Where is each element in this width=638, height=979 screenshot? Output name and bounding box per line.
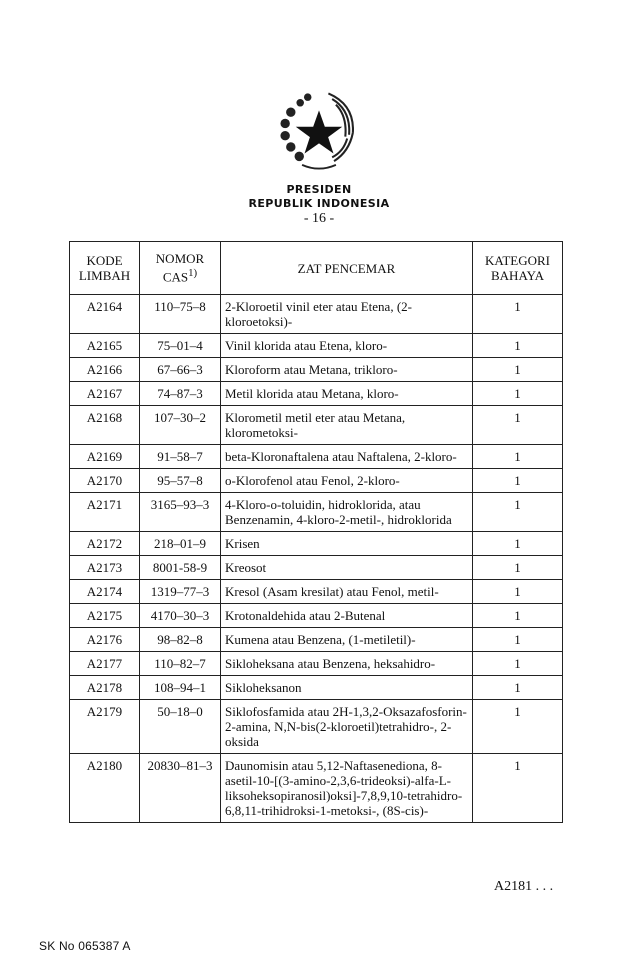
cas-cell: 95–57–8 (140, 469, 221, 493)
table-row (70, 382, 563, 406)
kode-cell: A2167 (70, 382, 140, 406)
kategori-cell: 1 (473, 334, 563, 358)
table-header-row (70, 242, 563, 295)
emblem-base (302, 165, 336, 169)
kode-cell: A2166 (70, 358, 140, 382)
kode-cell: A2177 (70, 652, 140, 676)
kode-cell: A2178 (70, 676, 140, 700)
emblem-star (296, 110, 342, 153)
kode-cell: A2176 (70, 628, 140, 652)
zat-cell: Daunomisin atau 5,12-Naftasenediona, 8-asetil-10-[(3-amino-2,3,6-trideoksi)-alfa-L-liksoheksopiranosil)oksi]-7,8,9,10-tetrahidro-6,8,11-trihidroksi-1-metoksi-, (8S-cis)- (221, 754, 473, 823)
header-zat-pencemar: ZAT PENCEMAR (221, 242, 473, 295)
kategori-cell: 1 (473, 358, 563, 382)
kategori-cell: 1 (473, 604, 563, 628)
zat-cell: 4-Kloro-o-toluidin, hidroklorida, atau Benzenamin, 4-kloro-2-metil-, hidroklorida (221, 493, 473, 532)
zat-cell: Kreosot (221, 556, 473, 580)
kode-cell: A2171 (70, 493, 140, 532)
header-kategori: KATEGORI BAHAYA (473, 242, 563, 295)
zat-cell: Vinil klorida atau Etena, kloro- (221, 334, 473, 358)
cas-cell: 50–18–0 (140, 700, 221, 754)
kode-cell: A2170 (70, 469, 140, 493)
table-row (70, 532, 563, 556)
zat-cell: Metil klorida atau Metana, kloro- (221, 382, 473, 406)
table-row (70, 445, 563, 469)
cas-footnote-mark: 1) (188, 267, 198, 280)
table-row (70, 652, 563, 676)
table-row (70, 295, 563, 334)
kode-cell: A2173 (70, 556, 140, 580)
kategori-cell: 1 (473, 532, 563, 556)
cas-cell: 218–01–9 (140, 532, 221, 556)
header-kode: KODE LIMBAH (70, 242, 140, 295)
cas-cell: 98–82–8 (140, 628, 221, 652)
zat-cell: Kresol (Asam kresilat) atau Fenol, metil- (221, 580, 473, 604)
kode-cell: A2168 (70, 406, 140, 445)
header-nomor-cas: NOMOR CAS$^{1)}$ (140, 242, 221, 295)
document-code: SK No 065387 A (39, 939, 131, 953)
cas-cell: 1319–77–3 (140, 580, 221, 604)
kategori-cell: 1 (473, 493, 563, 532)
table-row (70, 604, 563, 628)
cas-cell: 110–75–8 (140, 295, 221, 334)
cas-cell: 20830–81–3 (140, 754, 221, 823)
table-row (70, 406, 563, 445)
kategori-cell: 1 (473, 469, 563, 493)
kode-cell: A2165 (70, 334, 140, 358)
table-row (70, 358, 563, 382)
cas-cell: 107–30–2 (140, 406, 221, 445)
kode-cell: A2180 (70, 754, 140, 823)
kategori-cell: 1 (473, 580, 563, 604)
garuda-emblem (272, 84, 366, 178)
kategori-cell: 1 (473, 754, 563, 823)
table-body (70, 295, 563, 823)
zat-cell: Kloroform atau Metana, trikloro- (221, 358, 473, 382)
kode-cell: A2174 (70, 580, 140, 604)
kategori-cell: 1 (473, 295, 563, 334)
kode-cell: A2179 (70, 700, 140, 754)
cas-cell: 4170–30–3 (140, 604, 221, 628)
kategori-cell: 1 (473, 556, 563, 580)
zat-cell: Kumena atau Benzena, (1-metiletil)- (221, 628, 473, 652)
kategori-cell: 1 (473, 652, 563, 676)
zat-cell: Klorometil metil eter atau Metana, klorometoksi- (221, 406, 473, 445)
zat-cell: beta-Kloronaftalena atau Naftalena, 2-kloro- (221, 445, 473, 469)
zat-cell: Siklofosfamida atau 2H-1,3,2-Oksazafosforin-2-amina, N,N-bis(2-kloroetil)tetrahidro-, 2-oksida (221, 700, 473, 754)
table-row (70, 628, 563, 652)
zat-cell: Krotonaldehida atau 2-Butenal (221, 604, 473, 628)
kategori-cell: 1 (473, 676, 563, 700)
kategori-cell: 1 (473, 628, 563, 652)
cas-cell: 67–66–3 (140, 358, 221, 382)
table-row (70, 493, 563, 532)
zat-cell: o-Klorofenol atau Fenol, 2-kloro- (221, 469, 473, 493)
waste-table (69, 241, 563, 823)
kategori-cell: 1 (473, 445, 563, 469)
cas-cell: 75–01–4 (140, 334, 221, 358)
header-presiden: PRESIDEN (286, 183, 352, 196)
table-row (70, 700, 563, 754)
page-number: - 16 - (303, 211, 335, 226)
kategori-cell: 1 (473, 382, 563, 406)
table-row (70, 754, 563, 823)
kode-cell: A2175 (70, 604, 140, 628)
kode-cell: A2169 (70, 445, 140, 469)
cas-cell: 74–87–3 (140, 382, 221, 406)
cas-cell: 110–82–7 (140, 652, 221, 676)
table-row (70, 469, 563, 493)
cas-cell: 108–94–1 (140, 676, 221, 700)
zat-cell: Sikloheksana atau Benzena, heksahidro- (221, 652, 473, 676)
kategori-cell: 1 (473, 406, 563, 445)
zat-cell: 2-Kloroetil vinil eter atau Etena, (2-kloroetoksi)- (221, 295, 473, 334)
cas-cell: 8001-58-9 (140, 556, 221, 580)
cas-cell: 3165–93–3 (140, 493, 221, 532)
kode-cell: A2172 (70, 532, 140, 556)
cas-cell: 91–58–7 (140, 445, 221, 469)
table-row (70, 676, 563, 700)
table-row (70, 334, 563, 358)
table-row (70, 580, 563, 604)
kategori-cell: 1 (473, 700, 563, 754)
header-republik: REPUBLIK INDONESIA (248, 197, 390, 210)
continuation-marker: A2181 . . . (494, 879, 554, 894)
table-row (70, 556, 563, 580)
kode-cell: A2164 (70, 295, 140, 334)
zat-cell: Krisen (221, 532, 473, 556)
zat-cell: Sikloheksanon (221, 676, 473, 700)
